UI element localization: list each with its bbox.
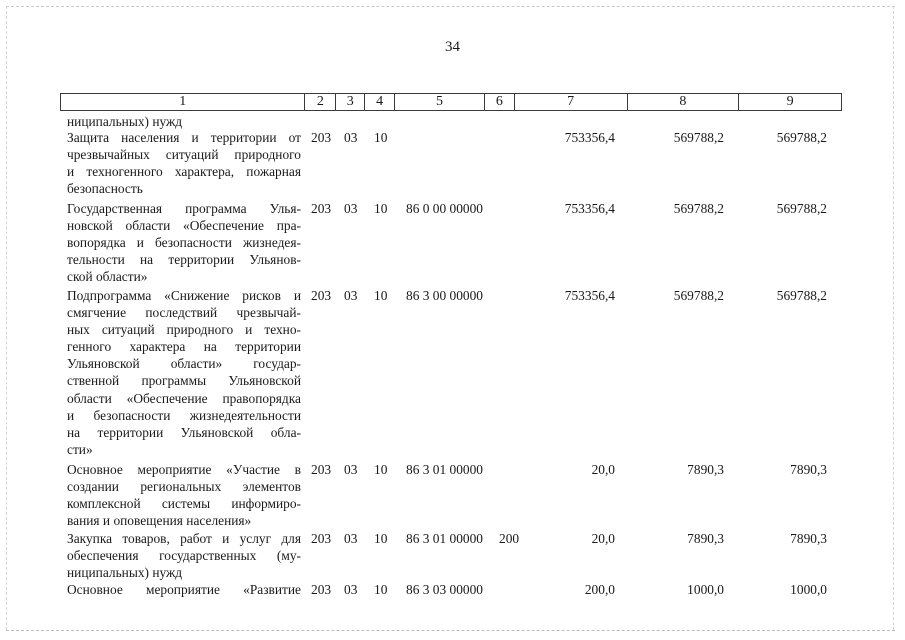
row-description: [67, 287, 301, 458]
cell-c9: 7890,3: [790, 462, 827, 477]
row-description: [67, 581, 301, 598]
cell-c8: 1000,0: [687, 582, 724, 597]
cell-c2: 203: [311, 582, 332, 597]
description-line: Защита населения и территории от: [67, 130, 301, 145]
description-line: безопасность: [67, 181, 143, 197]
description-line: Ульяновской области» государ-: [67, 356, 301, 372]
header-col-8: 8: [628, 94, 740, 110]
cell-c3: 03: [344, 201, 358, 216]
page-edge-bottom: [6, 630, 895, 631]
cell-c4: 10: [374, 582, 388, 597]
description-line: ской области»: [67, 269, 148, 285]
description-line: тельности на территории Ульянов-: [67, 252, 301, 268]
cell-c3: 03: [344, 288, 358, 303]
header-col-5: 5: [395, 94, 485, 110]
description-line: области «Обеспечение правопорядка: [67, 390, 301, 406]
cell-c8: 569788,2: [673, 288, 724, 303]
cell-c9: 7890,3: [790, 531, 827, 546]
description-line: и техногенного характера, пожарная: [67, 164, 301, 180]
description-line: на территории Ульяновской обла-: [67, 424, 301, 440]
cell-c7: 20,0: [591, 531, 615, 546]
page-edge-top: [6, 6, 895, 7]
cell-c5: 86 3 03 00000: [406, 582, 483, 597]
cell-c3: 03: [344, 462, 358, 477]
cell-c8: 569788,2: [673, 201, 724, 216]
description-line: генного характера на территории: [67, 339, 301, 355]
description-line: и безопасности жизнедеятельности: [67, 407, 301, 423]
cell-c2: 203: [311, 201, 332, 216]
cell-c2: 203: [311, 288, 332, 303]
cell-c5: 86 3 01 00000: [406, 462, 483, 477]
cell-c7: 200,0: [584, 582, 615, 597]
cell-c2: 203: [311, 130, 332, 145]
cell-c5: 86 3 01 00000: [406, 531, 483, 546]
cell-c3: 03: [344, 582, 358, 597]
cell-c4: 10: [374, 201, 388, 216]
cell-c9: 1000,0: [790, 582, 827, 597]
cell-c9: 569788,2: [776, 130, 827, 145]
description-line: чрезвычайных ситуаций природного: [67, 147, 301, 163]
cell-c4: 10: [374, 288, 388, 303]
description-line: Подпрограмма «Снижение рисков и: [67, 288, 301, 303]
description-line: Государственная программа Улья-: [67, 201, 301, 216]
cell-c4: 10: [374, 531, 388, 546]
cell-c3: 03: [344, 531, 358, 546]
row-description: [67, 461, 301, 529]
description-line: ственной программы Ульяновской: [67, 373, 301, 389]
row-description: [67, 200, 301, 285]
cell-c8: 7890,3: [687, 531, 724, 546]
cell-c8: 569788,2: [673, 130, 724, 145]
description-line: комплексной системы информиро-: [67, 496, 301, 512]
cell-c3: 03: [344, 130, 358, 145]
description-line: обеспечения государственных (му-: [67, 548, 301, 564]
header-col-1: 1: [61, 94, 305, 110]
cell-c7: 753356,4: [564, 288, 615, 303]
continuation-text: ниципальных) нужд: [67, 114, 183, 129]
description-line: вания и оповещения населения»: [67, 513, 252, 529]
description-line: вопорядка и безопасности жизнедея-: [67, 235, 301, 251]
cell-c4: 10: [374, 462, 388, 477]
page-edge-left: [6, 6, 7, 630]
cell-c8: 7890,3: [687, 462, 724, 477]
cell-c9: 569788,2: [776, 201, 827, 216]
table-header: [60, 93, 842, 111]
cell-c5: 86 0 00 00000: [406, 201, 483, 216]
cell-c5: 86 3 00 00000: [406, 288, 483, 303]
description-line: создании региональных элементов: [67, 479, 301, 495]
cell-c7: 753356,4: [564, 130, 615, 145]
description-line: ных ситуаций природного и техно-: [67, 322, 301, 338]
description-line: ниципальных) нужд: [67, 565, 183, 581]
description-line: Основное мероприятие «Развитие: [67, 582, 301, 597]
cell-c2: 203: [311, 462, 332, 477]
cell-c7: 753356,4: [564, 201, 615, 216]
header-col-6: 6: [485, 94, 515, 110]
row-description: [67, 129, 301, 197]
description-line: смягчение последствий чрезвычай-: [67, 305, 301, 321]
page-edge-right: [893, 6, 894, 630]
header-col-4: 4: [365, 94, 395, 110]
header-col-9: 9: [786, 94, 794, 109]
cell-c4: 10: [374, 130, 388, 145]
cell-c2: 203: [311, 531, 332, 546]
header-col-2: 2: [305, 94, 336, 110]
page-number: 34: [445, 39, 460, 55]
cell-c9: 569788,2: [776, 288, 827, 303]
description-line: новской области «Обеспечение пра-: [67, 218, 301, 234]
cell-c7: 20,0: [591, 462, 615, 477]
description-line: сти»: [67, 441, 93, 457]
header-col-3: 3: [336, 94, 365, 110]
cell-c6: 200: [499, 531, 520, 546]
header-col-7: 7: [515, 94, 628, 110]
row-description: [67, 530, 301, 581]
description-line: Закупка товаров, работ и услуг для: [67, 531, 301, 546]
description-line: Основное мероприятие «Участие в: [67, 462, 301, 477]
